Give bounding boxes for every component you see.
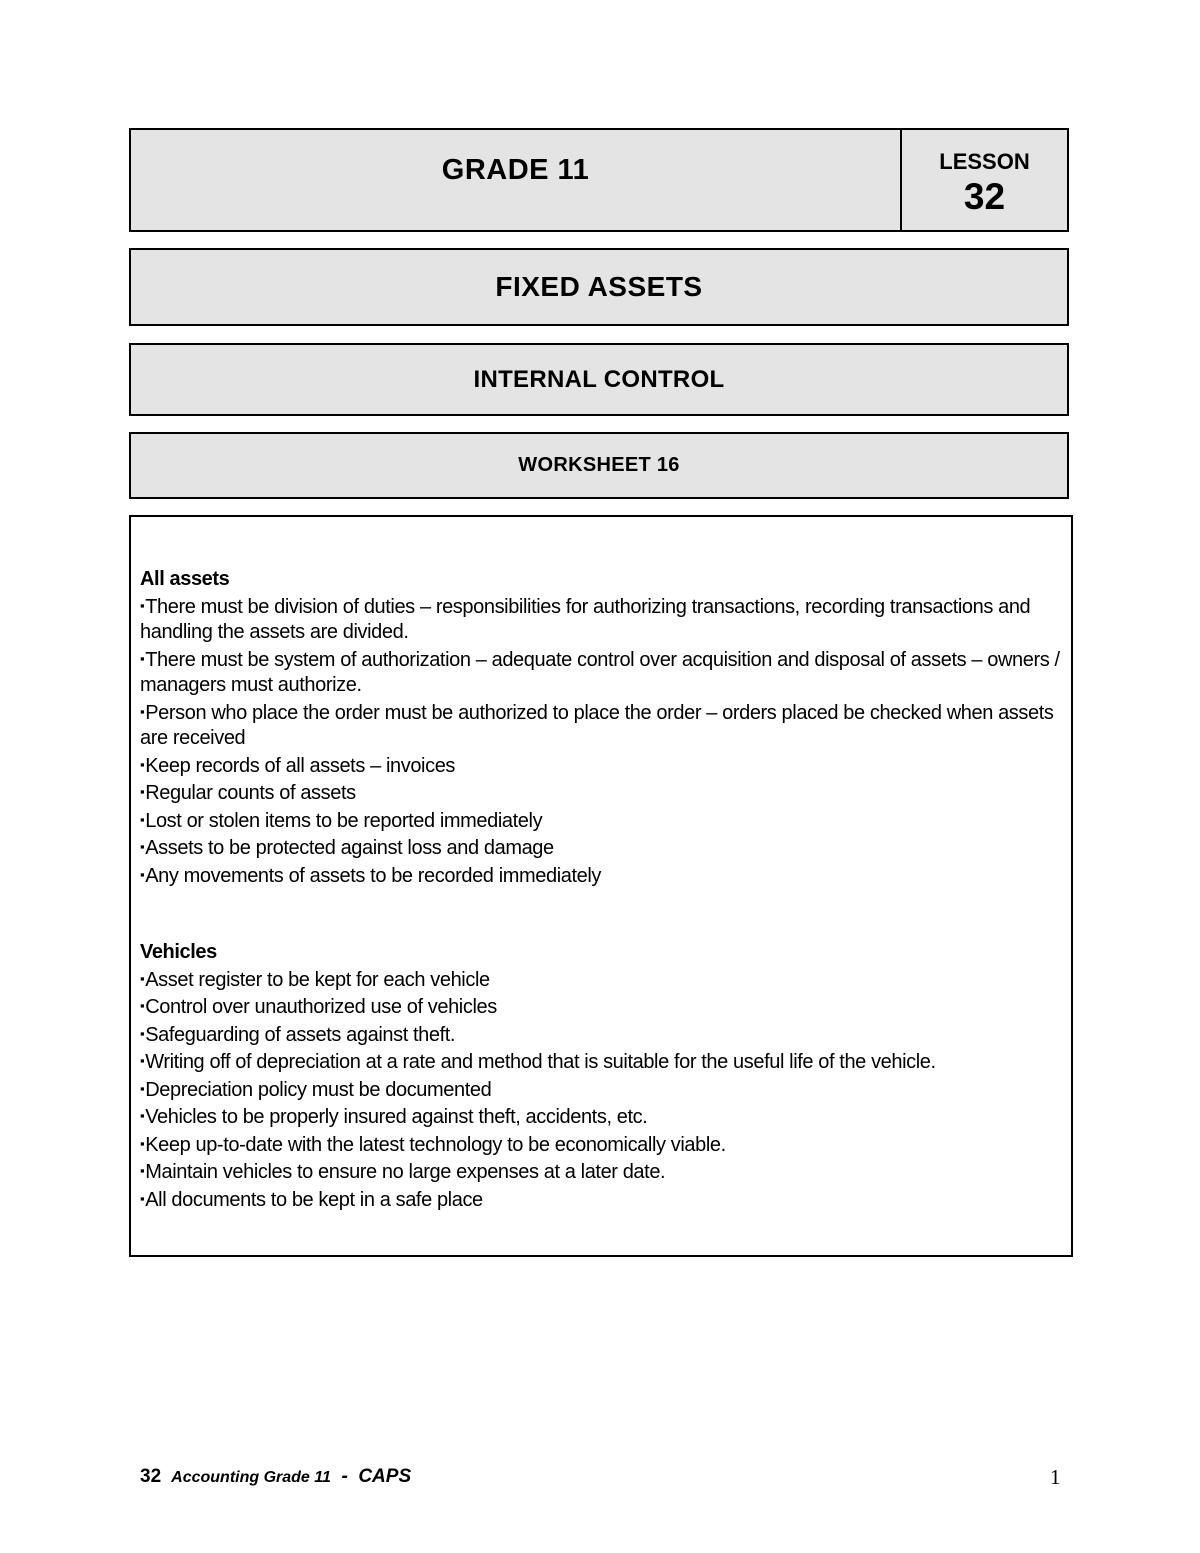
list-item: ▪Writing off of depreciation at a rate and method that is suitable for the useful life of the vehicle. — [140, 1051, 936, 1073]
subtopic-banner — [129, 343, 1069, 416]
list-item: ▪Lost or stolen items to be reported immediately — [140, 809, 543, 832]
bullet-icon: ▪ — [140, 784, 145, 799]
bullet-icon: ▪ — [140, 1135, 145, 1151]
footer-curriculum: CAPS — [358, 1466, 412, 1487]
list-item: ▪Control over unauthorized use of vehicles — [140, 996, 497, 1018]
section-gap — [140, 889, 1063, 940]
list-item: ▪All documents to be kept in a safe place — [140, 1188, 483, 1211]
list-item: ▪Assets to be protected against loss and damage — [140, 837, 554, 859]
list-item: ▪Any movements of assets to be recorded immediately — [140, 864, 601, 887]
page-number: 1 — [1050, 1465, 1061, 1489]
list-item: ▪Asset register to be kept for each vehicle — [140, 968, 490, 991]
topic-title: FIXED ASSETS — [495, 271, 703, 302]
list-item: ▪Vehicles to be properly insured against theft, accidents, etc. — [140, 1106, 648, 1128]
bullet-icon: ▪ — [140, 597, 145, 613]
bullet-icon: ▪ — [140, 998, 145, 1013]
section-heading-all-assets: All assets — [140, 568, 230, 590]
worksheet-banner — [129, 432, 1069, 499]
lesson-header — [129, 128, 1069, 232]
section-heading-vehicles: Vehicles — [140, 941, 217, 963]
bullet-icon: ▪ — [140, 1108, 145, 1123]
footer-subject: Accounting Grade 11 — [171, 1469, 331, 1486]
worksheet-title: WORKSHEET 16 — [518, 454, 680, 476]
bullet-icon: ▪ — [140, 1163, 145, 1178]
footer-lesson-number: 32 — [140, 1466, 162, 1487]
bullet-icon: ▪ — [140, 866, 145, 882]
bullet-icon: ▪ — [140, 1190, 145, 1206]
bullet-icon: ▪ — [140, 1053, 145, 1068]
list-item: ▪Safeguarding of assets against theft. — [140, 1023, 456, 1046]
worksheet-content — [129, 515, 1073, 1257]
list-item: ▪There must be system of authorization – adequate control over acquisition and disposal of assets – owners / managers must authorize. — [140, 648, 1060, 696]
list-item: ▪Keep up-to-date with the latest technology to be economically viable. — [140, 1133, 726, 1156]
subtopic-title: INTERNAL CONTROL — [473, 365, 725, 393]
grade-cell — [131, 130, 902, 230]
bullet-icon: ▪ — [140, 1025, 145, 1041]
bullet-icon: ▪ — [140, 1080, 145, 1096]
grade-title: GRADE 11 — [441, 153, 590, 186]
list-item: ▪Depreciation policy must be documented — [140, 1078, 492, 1101]
bullet-icon: ▪ — [140, 811, 145, 827]
bullet-icon: ▪ — [140, 839, 145, 854]
list-item: ▪Maintain vehicles to ensure no large expenses at a later date. — [140, 1161, 666, 1183]
list-item: ▪Person who place the order must be authorized to place the order – orders placed be checked when assets are received — [140, 701, 1054, 749]
bullet-icon: ▪ — [140, 756, 145, 772]
lesson-label: LESSON — [939, 149, 1030, 174]
page-footer — [140, 1466, 411, 1488]
topic-banner — [129, 248, 1069, 326]
bullet-icon: ▪ — [140, 650, 145, 666]
list-item: ▪There must be division of duties – responsibilities for authorizing transactions, recording transactions and handling the assets are divided. — [140, 595, 1031, 643]
lesson-number: 32 — [963, 176, 1006, 217]
footer-separator: - — [341, 1466, 348, 1487]
bullet-icon: ▪ — [140, 970, 145, 986]
lesson-cell — [902, 130, 1067, 230]
list-item: ▪Regular counts of assets — [140, 782, 356, 804]
list-item: ▪Keep records of all assets – invoices — [140, 754, 456, 777]
bullet-icon: ▪ — [140, 703, 145, 719]
